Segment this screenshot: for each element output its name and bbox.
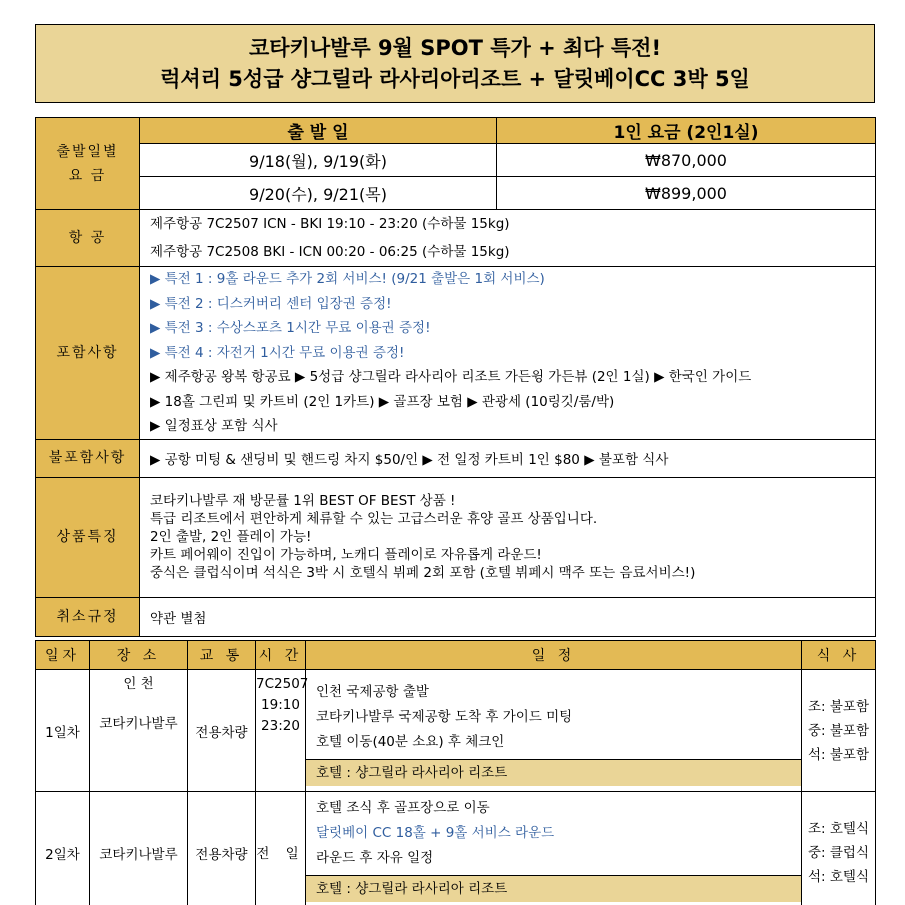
arrive-time: 23:20 [261,718,300,734]
title-line-2: 럭셔리 5성급 샹그릴라 라사리아리조트 + 달릿베이CC 3박 5일 [160,66,750,91]
included-item-3: ▶ 일정표상 포함 식사 [150,418,278,434]
transport-cell: 전용차량 [188,792,256,905]
schedule-line: 인천 국제공항 출발 [316,684,429,700]
flight-outbound: 제주항공 7C2507 ICN - BKI 19:10 - 23:20 (수하물 15kg) [150,216,510,232]
fare-label: 출발일별 요 금 [36,118,140,210]
perk-1: ▶ 특전 1 : 9홀 라운드 추가 2회 서비스! (9/21 출발은 1회 서비스) [150,271,545,287]
cancel-text: 약관 별첨 [140,597,876,636]
included-item-1: ▶ 제주항공 왕복 항공료 ▶ 5성급 샹그릴라 라사리아 리조트 가든윙 가든뷰 (2인 1실) ▶ 한국인 가이드 [150,369,752,385]
time-cell [256,670,309,792]
feature-line: 코타키나발루 재 방문률 1위 BEST OF BEST 상품 ! [150,493,456,509]
flight-label: 항 공 [36,210,140,267]
header-time: 시 간 [256,641,306,670]
flight-no: 7C2507 [256,676,309,692]
hotel-info: 호텔 : 샹그릴라 라사리아 리조트 [306,759,801,786]
day-label: 2일차 [36,792,90,905]
schedule-line: 호텔 이동(40분 소요) 후 체크인 [316,734,505,750]
header-place: 장 소 [90,641,188,670]
excluded-label: 불포함사항 [36,439,140,477]
schedule-cell [306,792,802,905]
transport-cell: 전용차량 [188,670,256,792]
schedule-line: 호텔 조식 후 골프장으로 이동 [316,800,490,816]
feature-line: 2인 출발, 2인 플레이 가능! [150,529,312,545]
schedule-line: 달릿베이 CC 18홀 + 9홀 서비스 라운드 [316,825,555,841]
place-departure: 인 천 [123,676,154,692]
cancel-label: 취소규정 [36,597,140,636]
excluded-text: ▶ 공항 미팅 & 샌딩비 및 핸드링 차지 $50/인 ▶ 전 일정 카트비 1인 $80 ▶ 불포함 식사 [140,439,876,477]
header-transport: 교 통 [188,641,256,670]
header-meal: 식 사 [802,641,876,670]
header-schedule: 일 정 [306,641,802,670]
place-cell: 코타키나발루 [90,792,188,905]
flight-return: 제주항공 7C2508 BKI - ICN 00:20 - 06:25 (수하물 15kg) [150,244,510,260]
title-banner [35,24,875,103]
meal-breakfast: 조: 호텔식 [807,820,869,837]
perk-3: ▶ 특전 3 : 수상스포츠 1시간 무료 이용권 증정! [150,320,431,336]
depart-time: 19:10 [261,697,300,713]
feature-line: 카트 페어웨이 진입이 가능하며, 노캐디 플레이로 자유롭게 라운드! [150,547,542,563]
header-departure-date: 출 발 일 [140,118,497,144]
table-row [36,670,876,792]
fare-price-2: ₩899,000 [497,177,876,210]
included-item-2: ▶ 18홀 그린피 및 카트비 (2인 1카트) ▶ 골프장 보험 ▶ 관광세 (10링깃/룸/박) [150,393,615,410]
table-row [36,792,876,905]
flight-info [140,210,876,267]
features-list [140,477,876,597]
included-list [140,267,876,440]
schedule-cell [306,670,802,792]
schedule-line: 코타키나발루 국제공항 도착 후 가이드 미팅 [316,709,573,725]
meal-lunch: 중: 불포함 [807,722,869,739]
features-label: 상품특징 [36,477,140,597]
fare-price-1: ₩870,000 [497,144,876,177]
header-price: 1인 요금 (2인1실) [497,118,876,144]
meal-lunch: 중: 클럽식 [807,844,869,861]
included-label: 포함사항 [36,267,140,440]
fare-dates-1: 9/18(월), 9/19(화) [140,144,497,177]
time-cell: 전 일 [256,792,306,905]
perk-4: ▶ 특전 4 : 자전거 1시간 무료 이용권 증정! [150,344,405,361]
hotel-info: 호텔 : 샹그릴라 라사리아 리조트 [306,875,801,902]
feature-line: 특급 리조트에서 편안하게 체류할 수 있는 고급스러운 휴양 골프 상품입니다. [150,511,598,527]
schedule-line: 라운드 후 자유 일정 [316,850,434,866]
product-info-table [35,117,876,637]
meal-cell [802,792,876,905]
meal-dinner: 석: 호텔식 [807,868,869,885]
place-arrival: 코타키나발루 [99,716,178,732]
meal-breakfast: 조: 불포함 [807,698,869,715]
title-line-1: 코타키나발루 9월 SPOT 특가 + 최다 특전! [248,35,662,60]
meal-dinner: 석: 불포함 [807,746,869,763]
header-day: 일자 [36,641,90,670]
day-label: 1일차 [36,670,90,792]
itinerary-table [35,640,876,905]
feature-line: 중식은 클럽식이며 석식은 3박 시 호텔식 뷔페 2회 포함 (호텔 뷔페시 맥주 또는 음료서비스!) [150,565,696,581]
perk-2: ▶ 특전 2 : 디스커버리 센터 입장권 증정! [150,295,392,312]
fare-dates-2: 9/20(수), 9/21(목) [140,177,497,210]
meal-cell [802,670,876,792]
place-cell [90,670,188,792]
